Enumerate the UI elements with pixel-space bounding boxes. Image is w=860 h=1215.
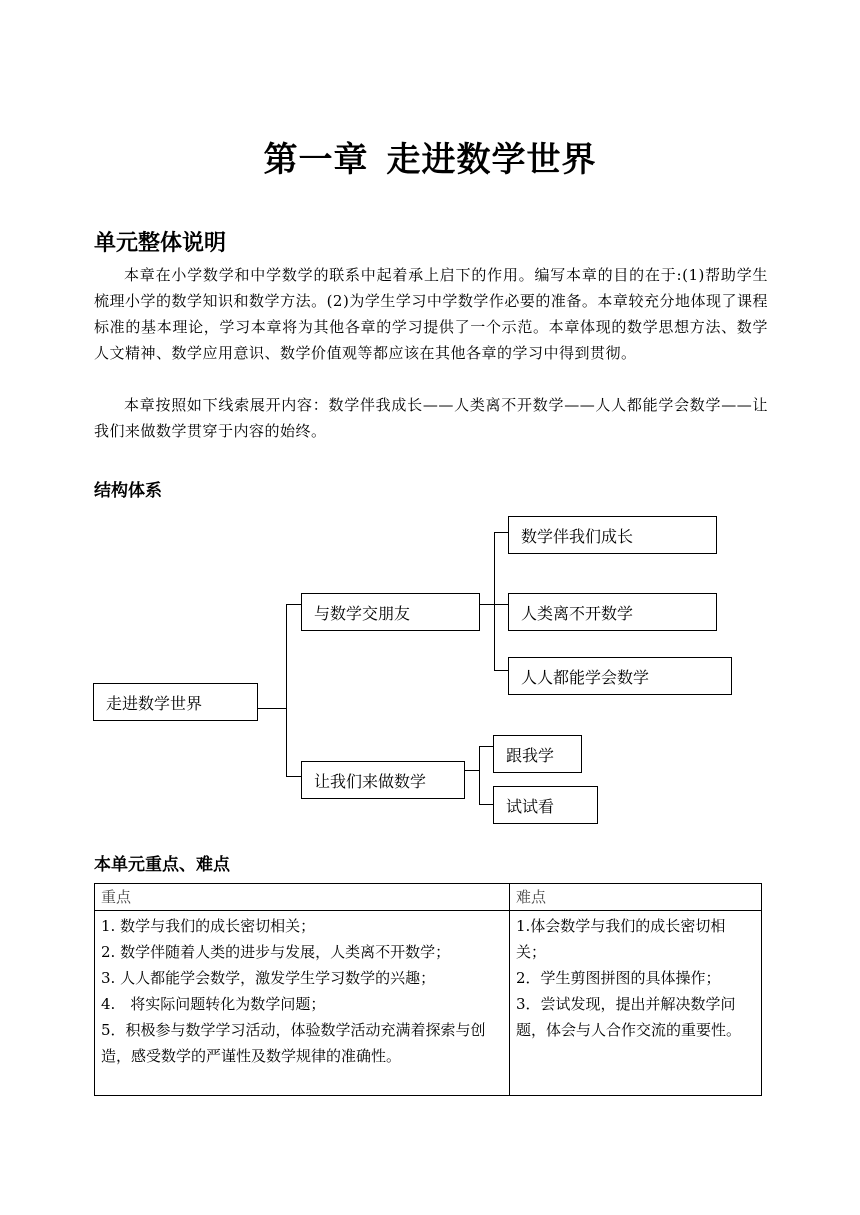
connector-line	[258, 708, 286, 709]
branch-node-1: 与数学交朋友	[301, 593, 480, 631]
leaf-node: 人类离不开数学	[508, 593, 717, 631]
overview-paragraph-2: 本章按照如下线索展开内容：数学伴我成长——人类离不开数学——人人都能学会数学——让我们来做数学贯穿于内容的始终。	[94, 396, 768, 440]
column-header-key: 重点	[95, 884, 510, 911]
key-points-table	[94, 883, 762, 1096]
overview-paragraph-1: 本章在小学数学和中学数学的联系中起着承上启下的作用。编写本章的目的在于:(1)帮助学生梳理小学的数学知识和数学方法。(2)为学生学习中学数学作必要的准备。本章较充分地体现了课程标准的基本理论，学习本章将为其他各章的学习提供了一个示范。本章体现的数学思想方法、数学人文精神、数学应用意识、数学价值观等都应该在其他各章的学习中得到贯彻。	[94, 266, 768, 362]
key-points-heading: 本单元重点、难点	[94, 855, 230, 875]
leaf-node: 跟我学	[493, 735, 582, 773]
table-row	[95, 911, 762, 1096]
connector-line	[480, 604, 494, 605]
overview-heading: 单元整体说明	[94, 231, 227, 256]
leaf-node: 数学伴我们成长	[508, 516, 717, 554]
root-node: 走进数学世界	[93, 683, 258, 721]
list-item: 1. 数学与我们的成长密切相关；	[101, 917, 316, 935]
list-item: 1.体会数学与我们的成长密切相关；	[516, 917, 726, 961]
connector-line	[494, 604, 508, 605]
connector-line	[286, 604, 302, 605]
connector-line	[465, 770, 479, 771]
list-item: 5．积极参与数学学习活动，体验数学活动充满着探索与创造，感受数学的严谨性及数学规律的准确性。	[101, 1021, 486, 1065]
connector-line	[286, 776, 302, 777]
structure-heading: 结构体系	[94, 481, 162, 501]
chapter-title	[0, 132, 860, 181]
connector-line	[286, 604, 287, 776]
difficult-points-cell	[510, 911, 762, 1096]
connector-line	[479, 746, 480, 804]
list-item: 2．学生剪图拼图的具体操作；	[516, 969, 721, 987]
branch-node-2: 让我们来做数学	[301, 761, 465, 799]
leaf-node: 试试看	[493, 786, 598, 824]
leaf-node: 人人都能学会数学	[508, 657, 732, 695]
chapter-name: 走进数学世界	[386, 140, 597, 180]
table-header-row	[95, 884, 762, 911]
column-header-difficult: 难点	[510, 884, 762, 911]
connector-line	[494, 670, 508, 671]
connector-line	[479, 804, 493, 805]
list-item: 4. 将实际问题转化为数学问题；	[101, 995, 326, 1013]
connector-line	[494, 532, 508, 533]
list-item: 3．尝试发现，提出并解决数学问题，体会与人合作交流的重要性。	[516, 995, 742, 1039]
chapter-number: 第一章	[263, 140, 369, 180]
connector-line	[479, 746, 493, 747]
list-item: 2. 数学伴随着人类的进步与发展，人类离不开数学；	[101, 943, 451, 961]
connector-line	[494, 532, 495, 670]
list-item: 3. 人人都能学会数学，激发学生学习数学的兴趣；	[101, 969, 436, 987]
key-points-cell	[95, 911, 510, 1096]
